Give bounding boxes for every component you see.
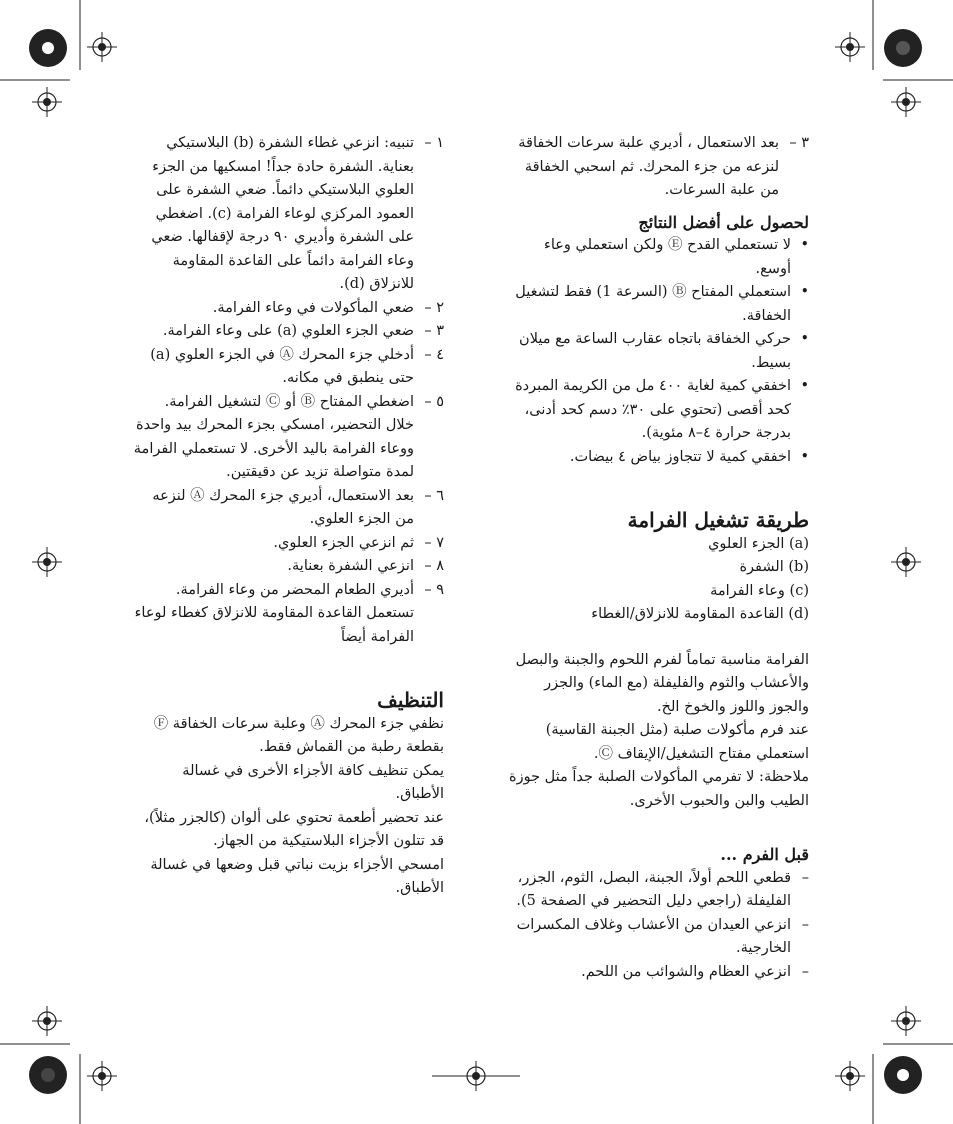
chopper-step: [132, 532, 444, 556]
chopper-step: [132, 391, 444, 485]
chopper-hard-food: عند فرم مأكولات صلبة (مثل الجبنة القاسية) استعملي مفتاح التشغيل/الإيقاف Ⓒ.: [545, 722, 809, 762]
step-text: تنبيه: انزعي غطاء الشفرة (b) البلاستيكي بعناية. الشفرة حادة جداً! امسكيها من الجزء العلوي البلاستيكي دائماً. ضعي الشفرة على العمود المركزي لوعاء الفرامة (c). اضغطي على الشفرة وأديري ٩٠ درجة لإقفالها. ضعي وعاء الفرامة دائماً على القاعدة المقاومة للانزلاق (d).: [151, 135, 414, 292]
cleaning-heading: التنظيف: [377, 688, 444, 712]
best-results-text: اخفقي كمية لغاية ٤٠٠ مل من الكريمة المبردة كحد أقصى (تحتوي على ٣٠٪ دسم كحد أدنى، بدرجة حرارة ٤–٨ مئوية).: [515, 378, 791, 441]
best-results-text: لا تستعملي القدح Ⓔ ولكن استعملي وعاء أوسع.: [544, 237, 791, 277]
before-chopping-item: [505, 867, 809, 914]
step-marker: ٣ –: [424, 323, 444, 339]
before-chopping-text: انزعي العظام والشوائب من اللحم.: [581, 963, 791, 980]
chopper-step: [132, 555, 444, 579]
registration-mark: [32, 1006, 62, 1036]
cleaning-paragraph: عند تحضير أطعمة تحتوي على ألوان (كالجزر مثلاً)، قد تتلون الأجزاء البلاستيكية من الجهاز.: [144, 809, 444, 849]
step-marker: ٣ –: [789, 135, 809, 151]
registration-mark: [891, 1006, 921, 1036]
starburst-mark-bl: [29, 1056, 67, 1094]
step-text: أدخلي جزء المحرك Ⓐ في الجزء العلوي (a) حتى ينطبق في مكانه.: [150, 346, 414, 386]
registration-mark: [32, 547, 62, 577]
best-results-heading: لحصول على أفضل النتائج: [638, 212, 809, 232]
registration-mark: [87, 32, 117, 62]
step-marker: ١ –: [424, 135, 444, 151]
chopper-intro: الفرامة مناسبة تماماً لفرم اللحوم والجبنة والبصل والأعشاب والثوم والفليفلة (مع الماء) والجزر والجوز واللوز والخوخ الخ.: [515, 651, 809, 715]
registration-mark: [891, 547, 921, 577]
registration-mark: [835, 1061, 865, 1091]
cleaning-paragraph: امسحي الأجزاء بزيت نباتي قبل وضعها في غسالة الأطباق.: [150, 856, 444, 896]
step-marker: ٤ –: [424, 346, 444, 363]
step-text: بعد الاستعمال، أديري جزء المحرك Ⓐ لنزعه من الجزء العلوي.: [152, 487, 414, 527]
cleaning-paragraph: يمكن تنظيف كافة الأجزاء الأخرى في غسالة الأطباق.: [182, 762, 444, 802]
right-column: [505, 132, 809, 984]
best-results-text: حركي الخفاقة باتجاه عقارب الساعة مع ميلان بسيط.: [519, 331, 791, 371]
bullet: •: [800, 284, 809, 300]
step-text: اضغطي المفتاح Ⓑ أو Ⓒ لتشغيل الفرامة. خلال التحضير، امسكي بجزء المحرك بيد واحدة ووعاء الفرامة باليد الأخرى. لا تستعملي الفرامة لمدة متواصلة تزيد عن دقيقتين.: [133, 393, 414, 480]
best-results-text: استعملي المفتاح Ⓑ (السرعة 1) فقط لتشغيل الخفاقة.: [515, 284, 791, 324]
step-text: بعد الاستعمال ، أديري علبة سرعات الخفاقة لنزعه من جزء المحرك. ثم اسحبي الخفاقة من علبة السرعات.: [518, 135, 779, 198]
before-chopping-item: [505, 914, 809, 961]
chopper-heading: طريقة تشغيل الفرامة: [627, 508, 809, 532]
dash: –: [801, 963, 809, 980]
before-chopping-heading: قبل الفرم ...: [720, 845, 809, 864]
bullet: •: [800, 331, 809, 347]
step-marker: ٦ –: [424, 487, 444, 504]
bullet: •: [800, 378, 809, 394]
registration-mark: [32, 87, 62, 117]
bullet: •: [800, 237, 809, 253]
step-marker: ٧ –: [424, 534, 444, 551]
step-marker: ٥ –: [424, 393, 444, 410]
best-results-item: [505, 328, 809, 375]
chopper-step: [132, 344, 444, 391]
step-text: ضعي الجزء العلوي (a) على وعاء الفرامة.: [162, 323, 414, 339]
step-marker: ٨ –: [424, 558, 444, 574]
starburst-mark-tl: [29, 29, 67, 67]
whisk-step-3: [505, 132, 809, 203]
registration-mark: [891, 87, 921, 117]
registration-mark: [87, 1061, 117, 1091]
before-chopping-text: انزعي العيدان من الأعشاب وغلاف المكسرات الخارجية.: [516, 916, 791, 956]
dash: –: [801, 916, 809, 933]
before-chopping-text: قطعي اللحم أولاً، الجبنة، البصل، الثوم، الجزر، الفليفلة (راجعي دليل التحضير في الصفحة 5).: [516, 869, 791, 909]
starburst-mark-br: [884, 1056, 922, 1094]
chopper-part: (b) الشفرة: [739, 559, 809, 575]
step-text: انزعي الشفرة بعناية.: [287, 558, 414, 574]
bullet: •: [800, 448, 809, 465]
chopper-part: (d) القاعدة المقاومة للانزلاق/الغطاء: [591, 606, 809, 622]
chopper-step: [132, 579, 444, 650]
chopper-step: [132, 132, 444, 297]
best-results-item: [505, 446, 809, 470]
dash: –: [801, 869, 809, 886]
chopper-note: ملاحظة: لا تفرمي المأكولات الصلبة جداً مثل جوزة الطيب والبن والحبوب الأخرى.: [508, 769, 809, 809]
before-chopping-item: [505, 961, 809, 985]
chopper-step: [132, 485, 444, 532]
cleaning-paragraph: نظفي جزء المحرك Ⓐ وعلبة سرعات الخفاقة Ⓕ بقطعة رطبة من القماش فقط.: [153, 715, 444, 755]
best-results-text: اخفقي كمية لا تتجاوز بياض ٤ بيضات.: [569, 448, 791, 465]
step-text: ثم انزعي الجزء العلوي.: [273, 534, 414, 551]
chopper-part: (c) وعاء الفرامة: [710, 582, 809, 599]
best-results-item: [505, 375, 809, 446]
registration-mark: [835, 32, 865, 62]
best-results-item: [505, 234, 809, 281]
left-column: [132, 132, 444, 901]
starburst-mark-tr: [884, 29, 922, 67]
step-text: ضعي المأكولات في وعاء الفرامة.: [212, 299, 414, 316]
step-text: أديري الطعام المحضر من وعاء الفرامة. تستعمل القاعدة المقاومة للانزلاق كغطاء لوعاء الفرامة أيضاً: [134, 581, 414, 645]
best-results-item: [505, 281, 809, 328]
step-marker: ٢ –: [424, 299, 444, 316]
chopper-step: [132, 297, 444, 321]
chopper-step: [132, 320, 444, 344]
step-marker: ٩ –: [424, 581, 444, 598]
chopper-part: (a) الجزء العلوي: [708, 535, 809, 552]
